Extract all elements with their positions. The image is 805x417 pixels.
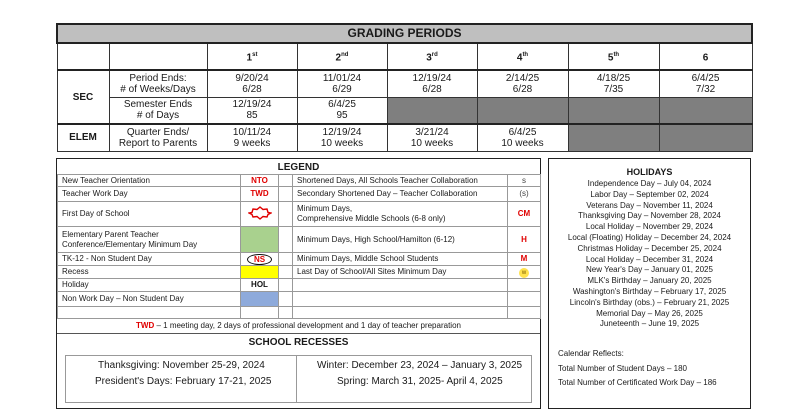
quarter-end-cell: 10/11/24 9 weeks — [207, 124, 297, 151]
legend-label: Elementary Parent Teacher Conference/Elementary Minimum Day — [58, 227, 241, 253]
holiday-item: Lincoln's Birthday (obs.) – February 21, 2025 — [569, 297, 730, 307]
recess-thanksgiving: Thanksgiving: November 25-29, 2024 — [98, 360, 265, 371]
holiday-item: Independence Day – July 04, 2024 — [587, 179, 712, 188]
quarter-end-cell: 12/19/24 10 weeks — [297, 124, 387, 151]
legend-table — [57, 174, 541, 319]
first-day-icon — [241, 202, 279, 227]
yellow-swatch — [241, 266, 279, 279]
legend-label: Holiday — [58, 279, 241, 292]
holiday-item: MLK's Birthday – January 20, 2025 — [587, 276, 712, 286]
legend-code-nto: NTO — [241, 175, 279, 187]
twd-note: TWD – 1 meeting day, 2 days of professional development and 1 day of teacher preparation — [136, 321, 461, 330]
legend-label: Teacher Work Day — [58, 187, 241, 202]
sec-label: SEC — [57, 70, 109, 124]
grading-periods-table — [56, 23, 753, 152]
green-swatch — [241, 227, 279, 253]
period-header-4: 4th — [477, 43, 568, 70]
holiday-item: Thanksgiving Day – November 28, 2024 — [578, 211, 721, 221]
quarter-end-cell: 3/21/24 10 weeks — [387, 124, 477, 151]
legend-label: Minimum Days, High School/Hamilton (6-12) — [293, 227, 508, 253]
last-day-icon: w — [508, 266, 541, 279]
legend-label: TK-12 - Non Student Day — [58, 253, 241, 266]
work-days-total: Total Number of Certificated Work Day – 186 — [558, 378, 717, 387]
blue-swatch — [241, 292, 279, 307]
period-end-cell: 12/19/24 6/28 — [387, 70, 477, 97]
legend-title: LEGEND — [277, 162, 320, 173]
period-ends-label: Period Ends: # of Weeks/Days — [109, 70, 207, 97]
period-header-5: 5th — [568, 43, 659, 70]
holiday-item: Labor Day – September 02, 2024 — [590, 189, 709, 199]
shaded-cell — [568, 97, 659, 124]
shaded-cell — [477, 97, 568, 124]
legend-code-hol: HOL — [241, 279, 279, 292]
legend-label: Shortened Days, All Schools Teacher Collaboration — [293, 175, 508, 187]
semester-end-cell: 6/4/25 95 — [297, 97, 387, 124]
legend-label: First Day of School — [58, 202, 241, 227]
period-header-1: 1st — [207, 43, 297, 70]
holiday-item: Veterans Day – November 11, 2024 — [586, 200, 713, 210]
period-header-2: 2nd — [297, 43, 387, 70]
legend-label: Secondary Shortened Day – Teacher Collaboration — [293, 187, 508, 202]
legend-label: Non Work Day – Non Student Day — [58, 292, 241, 307]
legend-code-ns: NS — [241, 253, 279, 266]
legend-label: Recess — [58, 266, 241, 279]
legend-code-m: M — [508, 253, 541, 266]
holiday-item: Christmas Holiday – December 25, 2024 — [577, 243, 722, 253]
header-blank — [109, 43, 207, 70]
holidays-list — [549, 179, 750, 330]
holiday-item: Local Holiday – November 29, 2024 — [585, 222, 714, 232]
shaded-cell — [659, 124, 752, 151]
holidays-title: HOLIDAYS — [626, 167, 673, 177]
recesses-box — [65, 355, 532, 403]
recess-divider — [296, 356, 297, 402]
holiday-item: Memorial Day – May 26, 2025 — [596, 308, 703, 318]
legend-code-paren-s: (s) — [508, 187, 541, 202]
legend-code-h: H — [508, 227, 541, 253]
legend-code-cm: CM — [508, 202, 541, 227]
holidays-panel — [548, 158, 751, 409]
legend-label: Minimum Days, Middle School Students — [293, 253, 508, 266]
school-recesses-title: SCHOOL RECESSES — [57, 333, 540, 348]
holiday-item: Juneteenth – June 19, 2025 — [599, 319, 700, 329]
period-header-3: 3rd — [387, 43, 477, 70]
header-blank — [57, 43, 109, 70]
recess-spring: Spring: March 31, 2025- April 4, 2025 — [337, 376, 503, 387]
legend-code-s: s — [508, 175, 541, 187]
grading-periods-title: GRADING PERIODS — [57, 24, 752, 43]
legend-label: Minimum Days, Comprehensive Middle Schools (6-8 only) — [293, 202, 508, 227]
recess-presidents: President's Days: February 17-21, 2025 — [95, 376, 272, 387]
period-end-cell: 4/18/25 7/35 — [568, 70, 659, 97]
recess-winter: Winter: December 23, 2024 – January 3, 2025 — [317, 360, 523, 371]
period-header-6: 6 — [659, 43, 752, 70]
semester-end-cell: 12/19/24 85 — [207, 97, 297, 124]
legend-label: Last Day of School/All Sites Minimum Day — [293, 266, 508, 279]
shaded-cell — [387, 97, 477, 124]
quarter-end-cell: 6/4/25 10 weeks — [477, 124, 568, 151]
holiday-item: Washington's Birthday – February 17, 2025 — [572, 286, 727, 296]
calendar-reflects-label: Calendar Reflects: — [558, 349, 624, 358]
elem-label: ELEM — [57, 124, 109, 151]
student-days-total: Total Number of Student Days – 180 — [558, 364, 687, 373]
period-end-cell: 9/20/24 6/28 — [207, 70, 297, 97]
legend-label: New Teacher Orientation — [58, 175, 241, 187]
holiday-item: New Year's Day – January 01, 2025 — [586, 265, 713, 275]
legend-code-twd: TWD — [241, 187, 279, 202]
legend-label — [293, 292, 508, 307]
legend-panel — [56, 158, 541, 409]
period-end-cell: 2/14/25 6/28 — [477, 70, 568, 97]
quarter-ends-label: Quarter Ends/ Report to Parents — [109, 124, 207, 151]
semester-ends-label: Semester Ends # of Days — [109, 97, 207, 124]
period-end-cell: 11/01/24 6/29 — [297, 70, 387, 97]
period-end-cell: 6/4/25 7/32 — [659, 70, 752, 97]
shaded-cell — [568, 124, 659, 151]
legend-label — [293, 279, 508, 292]
holiday-item: Local (Floating) Holiday – December 24, 2024 — [567, 232, 732, 242]
holiday-item: Local Holiday – December 31, 2024 — [585, 254, 714, 264]
shaded-cell — [659, 97, 752, 124]
